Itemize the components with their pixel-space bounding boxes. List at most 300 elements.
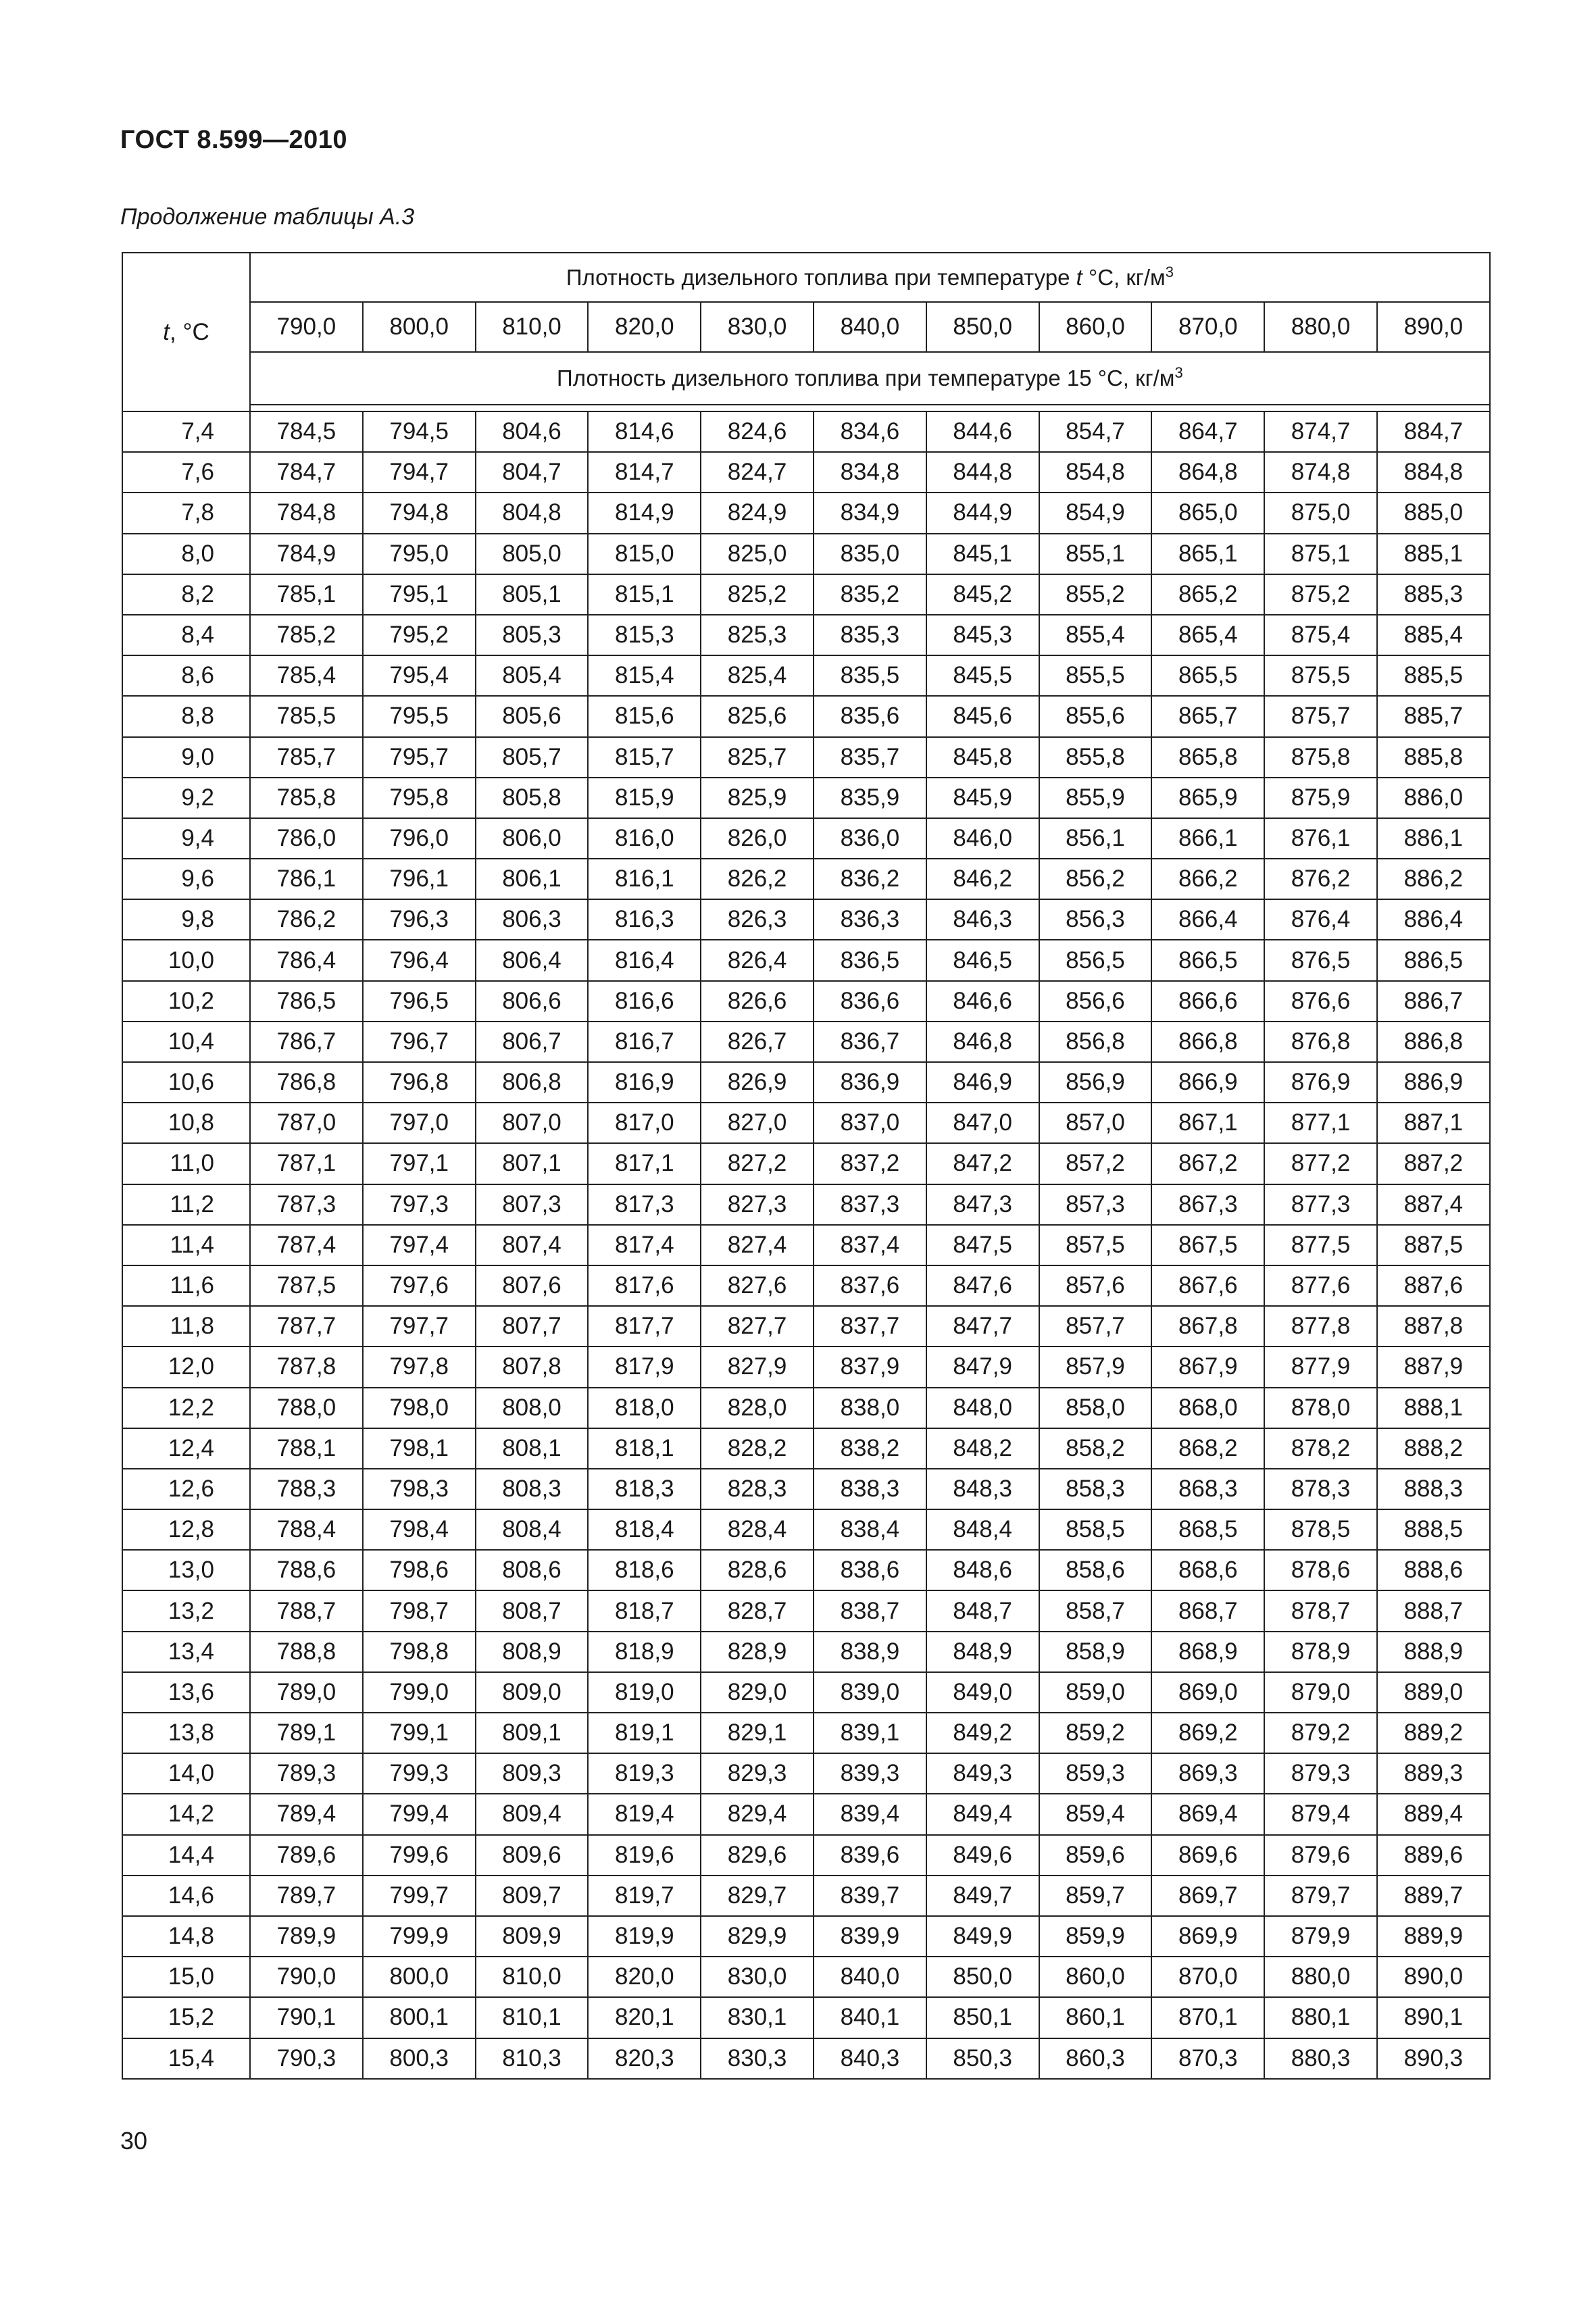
density-cell: 868,6 (1151, 1550, 1264, 1590)
table-row (122, 1509, 1490, 1550)
density-cell: 887,2 (1377, 1143, 1490, 1184)
density-cell: 798,3 (363, 1469, 476, 1509)
density-cell: 889,2 (1377, 1713, 1490, 1753)
density-cell: 786,7 (250, 1022, 363, 1062)
density-cell: 879,3 (1264, 1753, 1377, 1794)
density-cell: 888,1 (1377, 1388, 1490, 1428)
density-cell: 849,6 (926, 1835, 1039, 1876)
density-cell: 869,7 (1151, 1876, 1264, 1916)
density-cell: 825,7 (701, 737, 814, 778)
density-cell: 856,6 (1039, 981, 1152, 1022)
density-cell: 830,1 (701, 1997, 814, 2038)
density-cell: 884,8 (1377, 452, 1490, 493)
temperature-cell: 14,6 (122, 1876, 250, 1916)
density-cell: 859,0 (1039, 1672, 1152, 1713)
density-cell: 878,5 (1264, 1509, 1377, 1550)
column-header-cell: 860,0 (1039, 302, 1152, 352)
density-cell: 888,2 (1377, 1428, 1490, 1469)
column-header-cell: 850,0 (926, 302, 1039, 352)
density-cell: 884,7 (1377, 411, 1490, 452)
density-cell: 815,0 (588, 534, 701, 574)
table-row (122, 1713, 1490, 1753)
density-cell: 836,9 (814, 1062, 926, 1103)
temperature-cell: 14,2 (122, 1794, 250, 1834)
table-row (122, 737, 1490, 778)
density-cell: 865,9 (1151, 778, 1264, 818)
density-cell: 865,4 (1151, 615, 1264, 655)
density-cell: 846,3 (926, 899, 1039, 940)
density-cell: 840,0 (814, 1957, 926, 1997)
density-cell: 835,2 (814, 574, 926, 615)
density-cell: 856,5 (1039, 940, 1152, 980)
density-cell: 869,3 (1151, 1753, 1264, 1794)
density-cell: 868,3 (1151, 1469, 1264, 1509)
density-cell: 827,9 (701, 1347, 814, 1387)
density-cell: 845,9 (926, 778, 1039, 818)
density-cell: 796,1 (363, 859, 476, 899)
temperature-cell: 10,0 (122, 940, 250, 980)
temperature-cell: 11,6 (122, 1265, 250, 1306)
density-cell: 879,9 (1264, 1916, 1377, 1957)
density-cell: 827,4 (701, 1225, 814, 1265)
column-header-cell: 790,0 (250, 302, 363, 352)
table-row (122, 1590, 1490, 1631)
density-cell: 835,9 (814, 778, 926, 818)
density-cell: 849,7 (926, 1876, 1039, 1916)
temperature-cell: 9,8 (122, 899, 250, 940)
density-cell: 868,5 (1151, 1509, 1264, 1550)
density-cell: 880,3 (1264, 2038, 1377, 2079)
table-row (122, 574, 1490, 615)
density-cell: 809,6 (476, 1835, 589, 1876)
density-cell: 829,7 (701, 1876, 814, 1916)
density-cell: 877,5 (1264, 1225, 1377, 1265)
density-cell: 839,4 (814, 1794, 926, 1834)
temperature-cell: 9,0 (122, 737, 250, 778)
density-cell: 860,3 (1039, 2038, 1152, 2079)
density-cell: 805,3 (476, 615, 589, 655)
density-cell: 824,9 (701, 493, 814, 533)
density-cell: 847,3 (926, 1184, 1039, 1225)
density-cell: 858,9 (1039, 1632, 1152, 1672)
density-cell: 820,3 (588, 2038, 701, 2079)
density-cell: 788,0 (250, 1388, 363, 1428)
density-cell: 828,6 (701, 1550, 814, 1590)
density-cell: 808,7 (476, 1590, 589, 1631)
density-cell: 848,0 (926, 1388, 1039, 1428)
density-cell: 818,7 (588, 1590, 701, 1631)
temperature-cell: 12,6 (122, 1469, 250, 1509)
density-cell: 854,8 (1039, 452, 1152, 493)
column-header-cell: 880,0 (1264, 302, 1377, 352)
density-cell: 854,9 (1039, 493, 1152, 533)
density-cell: 866,9 (1151, 1062, 1264, 1103)
density-cell: 816,7 (588, 1022, 701, 1062)
density-cell: 829,9 (701, 1916, 814, 1957)
temperature-cell: 7,6 (122, 452, 250, 493)
density-cell: 836,6 (814, 981, 926, 1022)
density-cell: 885,1 (1377, 534, 1490, 574)
density-cell: 805,0 (476, 534, 589, 574)
table-row (122, 2038, 1490, 2079)
density-cell: 864,7 (1151, 411, 1264, 452)
temperature-cell: 13,2 (122, 1590, 250, 1631)
density-cell: 846,9 (926, 1062, 1039, 1103)
density-cell: 824,6 (701, 411, 814, 452)
density-cell: 877,2 (1264, 1143, 1377, 1184)
density-cell: 815,7 (588, 737, 701, 778)
density-cell: 850,1 (926, 1997, 1039, 2038)
density-cell: 847,7 (926, 1306, 1039, 1347)
density-cell: 875,9 (1264, 778, 1377, 818)
density-cell: 885,3 (1377, 574, 1490, 615)
density-cell: 845,3 (926, 615, 1039, 655)
density-cell: 789,6 (250, 1835, 363, 1876)
density-cell: 795,5 (363, 696, 476, 736)
density-cell: 838,2 (814, 1428, 926, 1469)
density-cell: 886,4 (1377, 899, 1490, 940)
density-cell: 877,8 (1264, 1306, 1377, 1347)
density-cell: 870,0 (1151, 1957, 1264, 1997)
temperature-cell: 14,0 (122, 1753, 250, 1794)
density-cell: 838,3 (814, 1469, 926, 1509)
density-cell: 845,2 (926, 574, 1039, 615)
t-symbol: t (163, 318, 170, 345)
reference-density-header: Плотность дизельного топлива при температуре 15 °С, $кг/м^3$ (250, 352, 1490, 405)
density-cell: 839,1 (814, 1713, 926, 1753)
column-header-cell: 890,0 (1377, 302, 1490, 352)
density-cell: 818,1 (588, 1428, 701, 1469)
density-cell: 815,3 (588, 615, 701, 655)
temperature-cell: 8,6 (122, 655, 250, 696)
density-cell: 797,1 (363, 1143, 476, 1184)
density-cell: 790,0 (250, 1957, 363, 1997)
table-row (122, 411, 1490, 452)
density-cell: 807,0 (476, 1103, 589, 1143)
density-cell: 818,6 (588, 1550, 701, 1590)
density-cell: 795,0 (363, 534, 476, 574)
density-cell: 837,9 (814, 1347, 926, 1387)
density-cell: 850,3 (926, 2038, 1039, 2079)
density-cell: 857,7 (1039, 1306, 1152, 1347)
density-cell: 845,1 (926, 534, 1039, 574)
density-cell: 838,6 (814, 1550, 926, 1590)
density-cell: 867,5 (1151, 1225, 1264, 1265)
density-cell: 794,5 (363, 411, 476, 452)
density-cell: 819,7 (588, 1876, 701, 1916)
density-cell: 844,6 (926, 411, 1039, 452)
table-row (122, 1916, 1490, 1957)
density-cell: 859,2 (1039, 1713, 1152, 1753)
temperature-cell: 12,2 (122, 1388, 250, 1428)
density-cell: 860,1 (1039, 1997, 1152, 2038)
density-cell: 859,4 (1039, 1794, 1152, 1834)
density-cell: 784,8 (250, 493, 363, 533)
temperature-cell: 9,6 (122, 859, 250, 899)
page-number: 30 (120, 2127, 148, 2155)
density-cell: 789,9 (250, 1916, 363, 1957)
density-cell: 857,0 (1039, 1103, 1152, 1143)
density-cell: 788,8 (250, 1632, 363, 1672)
density-cell: 886,8 (1377, 1022, 1490, 1062)
column-header-cell: 810,0 (476, 302, 589, 352)
density-cell: 877,6 (1264, 1265, 1377, 1306)
density-cell: 855,4 (1039, 615, 1152, 655)
density-cell: 827,7 (701, 1306, 814, 1347)
t-unit: , °С (170, 318, 209, 345)
density-cell: 856,8 (1039, 1022, 1152, 1062)
temperature-cell: 8,2 (122, 574, 250, 615)
density-cell: 878,9 (1264, 1632, 1377, 1672)
density-cell: 809,9 (476, 1916, 589, 1957)
temperature-cell: 15,4 (122, 2038, 250, 2079)
density-cell: 885,0 (1377, 493, 1490, 533)
density-cell: 850,0 (926, 1957, 1039, 1997)
density-cell: 817,0 (588, 1103, 701, 1143)
density-cell: 789,3 (250, 1753, 363, 1794)
density-cell: 796,7 (363, 1022, 476, 1062)
density-cell: 834,6 (814, 411, 926, 452)
density-cell: 849,2 (926, 1713, 1039, 1753)
temperature-cell: 12,4 (122, 1428, 250, 1469)
document-code: ГОСТ 8.599—2010 (120, 126, 347, 154)
table-row (122, 778, 1490, 818)
density-cell: 856,9 (1039, 1062, 1152, 1103)
density-cell: 845,8 (926, 737, 1039, 778)
density-cell: 806,8 (476, 1062, 589, 1103)
density-cell: 828,3 (701, 1469, 814, 1509)
density-cell: 784,5 (250, 411, 363, 452)
density-cell: 818,9 (588, 1632, 701, 1672)
density-cell: 809,1 (476, 1713, 589, 1753)
density-cell: 887,5 (1377, 1225, 1490, 1265)
density-cell: 845,5 (926, 655, 1039, 696)
density-cell: 879,4 (1264, 1794, 1377, 1834)
density-cell: 827,3 (701, 1184, 814, 1225)
density-cell: 787,1 (250, 1143, 363, 1184)
density-cell: 859,7 (1039, 1876, 1152, 1916)
density-cell: 837,4 (814, 1225, 926, 1265)
column-header-cell: 800,0 (363, 302, 476, 352)
density-cell: 869,6 (1151, 1835, 1264, 1876)
density-cell: 800,0 (363, 1957, 476, 1997)
density-cell: 828,9 (701, 1632, 814, 1672)
density-cell: 878,2 (1264, 1428, 1377, 1469)
density-cell: 818,0 (588, 1388, 701, 1428)
density-cell: 826,3 (701, 899, 814, 940)
density-cell: 837,7 (814, 1306, 926, 1347)
table-row (122, 1469, 1490, 1509)
density-cell: 865,8 (1151, 737, 1264, 778)
density-cell: 819,6 (588, 1835, 701, 1876)
density-cell: 857,3 (1039, 1184, 1152, 1225)
density-cell: 809,0 (476, 1672, 589, 1713)
density-cell: 818,3 (588, 1469, 701, 1509)
density-cell: 816,4 (588, 940, 701, 980)
density-cell: 796,4 (363, 940, 476, 980)
table-row (122, 1997, 1490, 2038)
density-cell: 787,3 (250, 1184, 363, 1225)
temperature-cell: 11,0 (122, 1143, 250, 1184)
density-cell: 890,3 (1377, 2038, 1490, 2079)
table-row (122, 1022, 1490, 1062)
density-cell: 805,6 (476, 696, 589, 736)
density-cell: 825,4 (701, 655, 814, 696)
density-cell: 889,9 (1377, 1916, 1490, 1957)
temperature-cell: 13,8 (122, 1713, 250, 1753)
table-row (122, 1957, 1490, 1997)
density-cell: 805,4 (476, 655, 589, 696)
temperature-cell: 8,0 (122, 534, 250, 574)
density-cell: 815,6 (588, 696, 701, 736)
density-cell: 855,9 (1039, 778, 1152, 818)
density-cell: 889,0 (1377, 1672, 1490, 1713)
density-cell: 835,6 (814, 696, 926, 736)
density-cell: 819,9 (588, 1916, 701, 1957)
density-cell: 846,0 (926, 818, 1039, 859)
density-cell: 857,5 (1039, 1225, 1152, 1265)
density-cell: 874,7 (1264, 411, 1377, 452)
table-row (122, 1347, 1490, 1387)
density-cell: 847,6 (926, 1265, 1039, 1306)
temperature-cell: 9,2 (122, 778, 250, 818)
density-cell: 814,9 (588, 493, 701, 533)
density-cell: 880,0 (1264, 1957, 1377, 1997)
density-cell: 888,9 (1377, 1632, 1490, 1672)
density-cell: 789,1 (250, 1713, 363, 1753)
table-row (122, 696, 1490, 736)
density-cell: 826,4 (701, 940, 814, 980)
density-cell: 875,4 (1264, 615, 1377, 655)
density-cell: 886,7 (1377, 981, 1490, 1022)
temperature-cell: 15,2 (122, 1997, 250, 2038)
density-cell: 885,5 (1377, 655, 1490, 696)
temperature-cell: 11,8 (122, 1306, 250, 1347)
density-cell: 807,6 (476, 1265, 589, 1306)
density-cell: 876,9 (1264, 1062, 1377, 1103)
density-cell: 876,1 (1264, 818, 1377, 859)
density-cell: 819,0 (588, 1672, 701, 1713)
density-cell: 799,1 (363, 1713, 476, 1753)
density-cell: 829,1 (701, 1713, 814, 1753)
density-cell: 866,8 (1151, 1022, 1264, 1062)
density-cell: 808,4 (476, 1509, 589, 1550)
density-cell: 867,6 (1151, 1265, 1264, 1306)
density-cell: 836,7 (814, 1022, 926, 1062)
density-cell: 807,1 (476, 1143, 589, 1184)
density-cell: 818,4 (588, 1509, 701, 1550)
density-cell: 830,0 (701, 1957, 814, 1997)
density-cell: 838,9 (814, 1632, 926, 1672)
density-cell: 795,2 (363, 615, 476, 655)
density-cell: 877,1 (1264, 1103, 1377, 1143)
density-cell: 826,2 (701, 859, 814, 899)
density-cell: 847,0 (926, 1103, 1039, 1143)
density-cell: 886,2 (1377, 859, 1490, 899)
column-header-cell: 870,0 (1151, 302, 1264, 352)
density-cell: 865,1 (1151, 534, 1264, 574)
density-cell: 807,4 (476, 1225, 589, 1265)
density-cell: 795,7 (363, 737, 476, 778)
density-cell: 835,3 (814, 615, 926, 655)
density-cell: 826,6 (701, 981, 814, 1022)
density-cell: 866,5 (1151, 940, 1264, 980)
density-cell: 814,7 (588, 452, 701, 493)
density-cell: 789,4 (250, 1794, 363, 1834)
density-cell: 835,5 (814, 655, 926, 696)
density-cell: 816,1 (588, 859, 701, 899)
density-cell: 808,9 (476, 1632, 589, 1672)
density-cell: 858,3 (1039, 1469, 1152, 1509)
temperature-cell: 13,0 (122, 1550, 250, 1590)
density-cell: 848,2 (926, 1428, 1039, 1469)
density-cell: 817,1 (588, 1143, 701, 1184)
density-cell: 886,5 (1377, 940, 1490, 980)
density-cell: 865,7 (1151, 696, 1264, 736)
density-cell: 854,7 (1039, 411, 1152, 452)
table-row (122, 1672, 1490, 1713)
density-cell: 825,0 (701, 534, 814, 574)
density-cell: 808,1 (476, 1428, 589, 1469)
density-cell: 798,0 (363, 1388, 476, 1428)
table-row (122, 1428, 1490, 1469)
density-cell: 867,2 (1151, 1143, 1264, 1184)
density-cell: 890,1 (1377, 1997, 1490, 2038)
density-cell: 866,2 (1151, 859, 1264, 899)
density-cell: 816,9 (588, 1062, 701, 1103)
density-cell: 797,0 (363, 1103, 476, 1143)
density-cell: 799,3 (363, 1753, 476, 1794)
density-cell: 806,3 (476, 899, 589, 940)
density-cell: 875,7 (1264, 696, 1377, 736)
density-cell: 847,2 (926, 1143, 1039, 1184)
density-cell: 857,9 (1039, 1347, 1152, 1387)
temperature-cell: 8,4 (122, 615, 250, 655)
density-cell: 875,1 (1264, 534, 1377, 574)
density-cell: 855,1 (1039, 534, 1152, 574)
density-cell: 788,7 (250, 1590, 363, 1631)
density-cell: 878,7 (1264, 1590, 1377, 1631)
density-cell: 806,7 (476, 1022, 589, 1062)
density-cell: 785,2 (250, 615, 363, 655)
density-cell: 876,5 (1264, 940, 1377, 980)
density-cell: 889,3 (1377, 1753, 1490, 1794)
density-cell: 808,6 (476, 1550, 589, 1590)
density-cell: 799,7 (363, 1876, 476, 1916)
density-cell: 874,8 (1264, 452, 1377, 493)
density-cell: 858,0 (1039, 1388, 1152, 1428)
density-cell: 859,3 (1039, 1753, 1152, 1794)
density-cell: 875,0 (1264, 493, 1377, 533)
header-double-rule (250, 405, 1490, 411)
density-cell: 809,4 (476, 1794, 589, 1834)
table-row (122, 1632, 1490, 1672)
density-cell: 838,0 (814, 1388, 926, 1428)
density-cell: 875,2 (1264, 574, 1377, 615)
density-cell: 819,4 (588, 1794, 701, 1834)
density-cell: 865,5 (1151, 655, 1264, 696)
density-cell: 786,2 (250, 899, 363, 940)
column-header-cell: 830,0 (701, 302, 814, 352)
density-cell: 816,3 (588, 899, 701, 940)
temperature-cell: 7,4 (122, 411, 250, 452)
density-cell: 829,0 (701, 1672, 814, 1713)
density-cell: 788,1 (250, 1428, 363, 1469)
density-cell: 827,0 (701, 1103, 814, 1143)
density-cell: 856,3 (1039, 899, 1152, 940)
temperature-cell: 15,0 (122, 1957, 250, 1997)
temperature-cell: 12,0 (122, 1347, 250, 1387)
